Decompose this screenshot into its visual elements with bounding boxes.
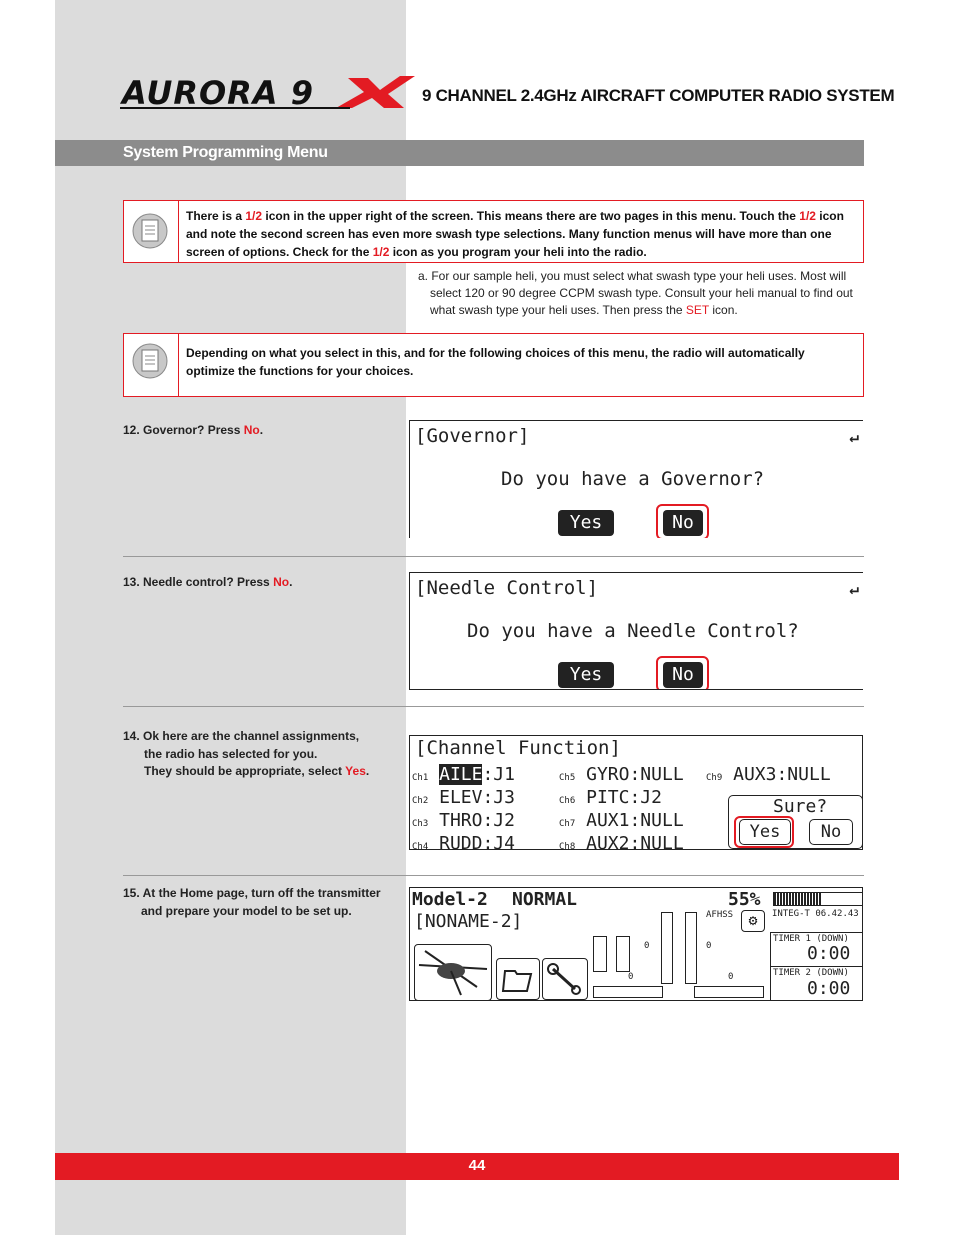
channel-row-8[interactable]: Ch8 AUX2:NULL xyxy=(559,833,684,850)
afhss-label: AFHSS xyxy=(706,910,734,920)
screen-title: [Channel Function] xyxy=(415,737,621,759)
back-arrow-icon[interactable]: ↵ xyxy=(849,579,859,598)
home-screen xyxy=(409,887,863,1001)
note-document-icon xyxy=(132,213,168,249)
aurora-9x-logo xyxy=(120,74,415,110)
flight-mode: NORMAL xyxy=(512,889,578,910)
trim-zero: 0 xyxy=(644,941,650,951)
page-number: 44 xyxy=(468,1157,486,1174)
header-title: 9 CHANNEL 2.4GHz AIRCRAFT COMPUTER RADIO SYSTEM xyxy=(422,86,895,105)
trim-zero: 0 xyxy=(628,972,634,982)
timers-box[interactable] xyxy=(770,932,863,1001)
trim-zero: 0 xyxy=(706,941,712,951)
timer-2-label: TIMER 2 (DOWN) xyxy=(773,968,849,978)
yes-button[interactable]: Yes xyxy=(558,662,614,688)
note-box-2 xyxy=(123,333,864,397)
channel-row-6[interactable]: Ch6 PITC:J2 xyxy=(559,787,662,808)
needle-control-screen xyxy=(409,572,863,690)
sure-label: Sure? xyxy=(773,796,828,817)
battery-percent: 55% xyxy=(728,889,761,910)
left-throttle-bar xyxy=(593,936,607,972)
battery-bar xyxy=(773,892,863,906)
robot-icon[interactable]: ⚙ xyxy=(741,910,765,932)
yes-button[interactable]: Yes xyxy=(558,510,614,536)
step-12-text: 12. Governor? Press No. xyxy=(123,423,264,437)
heli-icon[interactable] xyxy=(414,944,492,1001)
channel-function-screen xyxy=(409,735,863,850)
channel-row-7[interactable]: Ch7 AUX1:NULL xyxy=(559,810,684,831)
step-15-text: 15. At the Home page, turn off the transmitter and prepare your model to be set up. xyxy=(123,886,381,918)
folder-icon[interactable] xyxy=(496,958,540,1000)
timer-divider xyxy=(771,966,863,967)
step-13-text: 13. Needle control? Press No. xyxy=(123,575,293,589)
channel-row-4[interactable]: Ch4 RUDD:J4 xyxy=(412,833,515,850)
channel-row-9[interactable]: Ch9 AUX3:NULL xyxy=(706,764,831,785)
channel-row-5[interactable]: Ch5 GYRO:NULL xyxy=(559,764,684,785)
horizontal-trim-2 xyxy=(694,986,764,998)
note-icon-cell xyxy=(124,334,179,396)
confirm-dialog xyxy=(728,795,863,849)
paragraph-a: a. For our sample heli, you must select what swash type your heli uses. Most will select 120 or 90 degree CCPM swash type. Consult your heli manual to find out what swash type your heli uses. Then press the SET icon. xyxy=(418,269,853,317)
model-label: [NONAME-2] xyxy=(414,911,523,932)
no-button[interactable]: No xyxy=(663,662,703,688)
separator xyxy=(123,706,864,707)
yes-button[interactable]: Yes xyxy=(739,819,791,845)
horizontal-trim-1 xyxy=(593,986,663,998)
vertical-trim-1 xyxy=(661,912,673,984)
timer-2-value: 0:00 xyxy=(807,978,851,999)
no-button[interactable]: No xyxy=(809,819,853,845)
note-2-text: Depending on what you select in this, and for the following choices of this menu, the radio will automatically optimize the functions for your choices. xyxy=(186,346,805,378)
step-14-text: 14. Ok here are the channel assignments, the radio has selected for you. They should be appropriate, select Yes. xyxy=(123,729,370,778)
no-highlight xyxy=(656,504,709,538)
section-bar xyxy=(55,140,864,166)
separator xyxy=(123,556,864,557)
note-icon-cell xyxy=(124,201,179,262)
timer-1-value: 0:00 xyxy=(807,943,851,964)
vertical-trim-2 xyxy=(685,912,697,984)
right-throttle-bar xyxy=(616,936,630,972)
screen-title: [Governor] xyxy=(415,425,530,447)
timer-1-label: TIMER 1 (DOWN) xyxy=(773,934,849,944)
channel-row-2[interactable]: Ch2 ELEV:J3 xyxy=(412,787,515,808)
trim-zero: 0 xyxy=(728,972,734,982)
channel-row-3[interactable]: Ch3 THRO:J2 xyxy=(412,810,515,831)
note-box-1 xyxy=(123,200,864,263)
note-1-text: There is a 1/2 icon in the upper right of the screen. This means there are two pages in this menu. Touch the 1/2 icon and note the second screen has even more swash type selections. Many function menus will have more than one screen of options. Check for the 1/2 icon as you program your heli into the radio. xyxy=(186,209,844,259)
yes-highlight xyxy=(734,816,794,848)
channel-row-1[interactable]: Ch1 AILE:J1 xyxy=(412,764,515,785)
battery-fill xyxy=(774,893,822,905)
screen-question: Do you have a Governor? xyxy=(501,468,765,490)
back-arrow-icon[interactable]: ↵ xyxy=(849,427,859,446)
section-title: System Programming Menu xyxy=(123,144,328,161)
wrench-icon[interactable] xyxy=(542,958,588,1000)
separator xyxy=(123,875,864,876)
left-gray-band xyxy=(55,0,406,1235)
screen-title: [Needle Control] xyxy=(415,577,599,599)
screen-question: Do you have a Needle Control? xyxy=(467,620,799,642)
model-name: Model-2 xyxy=(412,889,488,910)
svg-text:AURORA 9: AURORA 9 xyxy=(122,74,314,110)
footer-bar xyxy=(55,1153,899,1180)
governor-screen xyxy=(409,420,863,538)
note-document-icon xyxy=(132,343,168,379)
no-highlight xyxy=(656,656,709,690)
no-button[interactable]: No xyxy=(663,510,703,536)
integ-timer: INTEG-T 06.42.43 xyxy=(772,909,859,919)
